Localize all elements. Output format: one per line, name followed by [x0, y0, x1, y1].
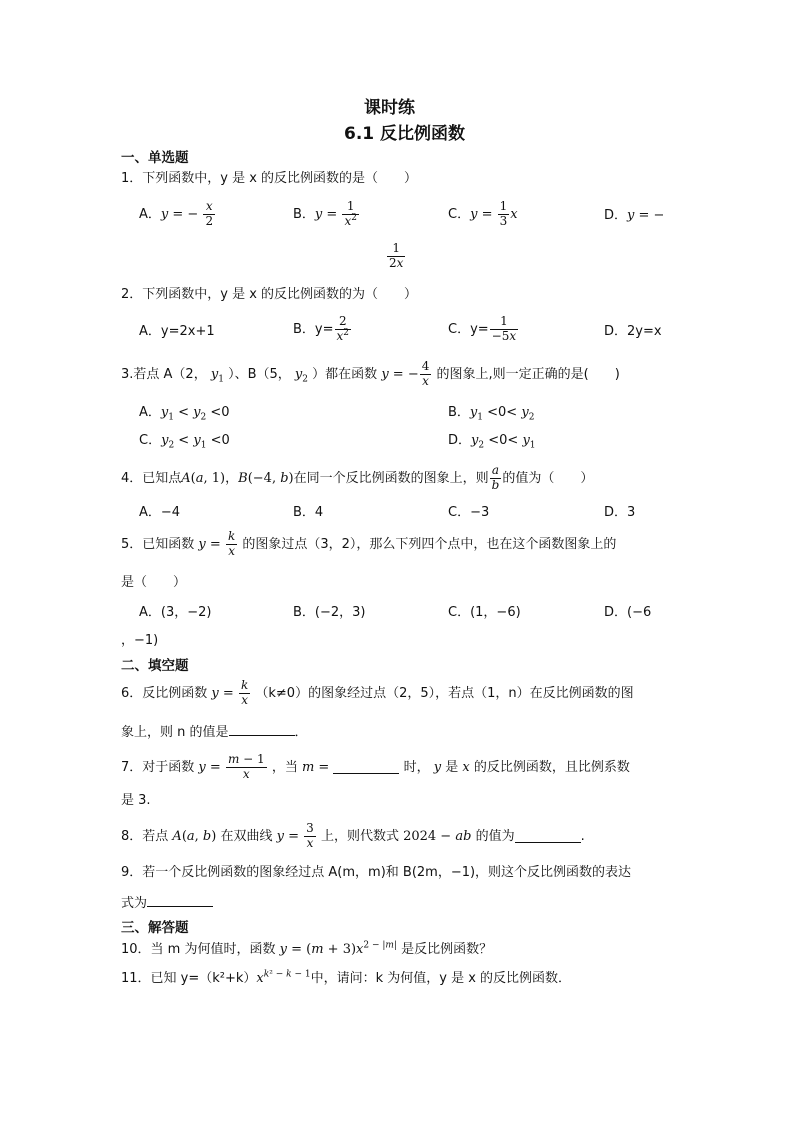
question-7-stem-continued: 是 3.: [121, 793, 151, 808]
question-5-option-d: D．(−6: [604, 605, 652, 620]
section-heading-answer: 三、解答题: [121, 920, 189, 936]
section-heading-fill-blank: 二、填空题: [121, 658, 189, 674]
question-3-stem: 3.若点 A（2， $y_1$ ）、B（5， $y_2$ ）都在函数 y = − $\frac{4}{x}$ 的图象上,则一定正确的是( ): [121, 359, 620, 388]
question-3-option-b: B．$y_1 <0< y_2$: [448, 405, 535, 423]
page-title: 课时练: [364, 98, 415, 118]
question-2-option-c: C．y= $\frac{1}{-5x}$: [448, 314, 517, 343]
page-subtitle: 6.1 反比例函数: [344, 124, 466, 144]
question-11-stem: 11．已知 $y=(k^2+k)x^{k^2 - k - 1}$中，请问：k 为何值，y 是 x 的反比例函数．: [121, 969, 572, 986]
question-7-stem: 7．对于函数 y = $\frac{m - 1}{x}$ ，当 m = 时， y 是 x 的反比例函数，且比例系数: [121, 752, 630, 781]
question-4-option-d: D．3: [604, 505, 636, 520]
question-5-stem: 5．已知函数 y = $\frac{k}{x}$ 的图象过点（3，2），那么下列四个点中，也在这个函数图象上的: [121, 529, 617, 558]
section-heading-single-choice: 一、单选题: [121, 150, 189, 166]
question-3-option-a: A．$y_1 < y_2 <0$: [139, 405, 230, 423]
question-2-option-d: D．2y=x: [604, 324, 662, 339]
question-5-option-c: C．(1，−6): [448, 605, 521, 620]
question-1-option-d: D．y = −: [604, 208, 665, 223]
question-4-stem: 4．已知点A(a, 1)，B(−4, b)在同一个反比例函数的图象上，则 $\frac{a}{b}$ 的值为（ ）: [121, 463, 594, 492]
question-5-option-d-continued: ，−1): [121, 633, 159, 648]
question-4-option-c: C．−3: [448, 505, 490, 520]
question-5-stem-continued: 是（ ）: [121, 575, 187, 590]
question-9-answer-blank: [147, 894, 213, 907]
question-8-answer-blank: [515, 830, 581, 843]
question-2-option-a: A．y=2x+1: [139, 324, 215, 339]
question-4-option-b: B．4: [293, 505, 324, 520]
question-4-option-a: A．−4: [139, 505, 181, 520]
question-9-stem: 9．若一个反比例函数的图象经过点 A(m，m)和 B(2m，−1)，则这个反比例函数的表达: [121, 865, 632, 880]
question-3-option-c: C．$y_2 < y_1 <0$: [139, 433, 230, 451]
question-3-option-d: D．$y_2 <0< y_1$: [448, 433, 536, 451]
question-6-stem-continued: 象上，则 n 的值是 ．: [121, 725, 308, 740]
question-9-stem-continued: 式为: [121, 894, 213, 910]
question-1-option-b: B．y = $\frac{1}{x^2}$: [293, 199, 357, 228]
question-1-option-d-fraction: $\frac{1}{2x}$: [389, 241, 404, 270]
question-7-answer-blank: [333, 761, 399, 774]
question-2-option-b: B．y= $\frac{2}{x^2}$: [293, 314, 350, 343]
question-5-option-a: A．(3，−2): [139, 605, 212, 620]
question-1-stem: 1．下列函数中，y 是 x 的反比例函数的是（ ）: [121, 171, 418, 186]
question-6-stem: 6．反比例函数 y = $\frac{k}{x}$ （k≠0）的图象经过点（2，5），若点（1，n）在反比例函数的图: [121, 678, 634, 707]
question-2-stem: 2．下列函数中，y 是 x 的反比例函数的为（ ）: [121, 287, 418, 302]
question-8-stem: 8．若点 A(a, b) 在双曲线 y = $\frac{3}{x}$ 上，则代数式 2024 − ab 的值为 .: [121, 821, 585, 850]
question-1-option-a: A．y = − $\frac{x}{2}$: [139, 199, 214, 228]
question-5-option-b: B．(−2，3): [293, 605, 366, 620]
question-6-answer-blank: [229, 723, 295, 736]
question-1-option-c: C．y = $\frac{1}{3}$ x: [448, 199, 518, 228]
question-10-stem: 10．当 m 为何值时，函数 $y = (m + 3)x^{2 - |m|}$ 是反比例函数？: [121, 940, 493, 957]
